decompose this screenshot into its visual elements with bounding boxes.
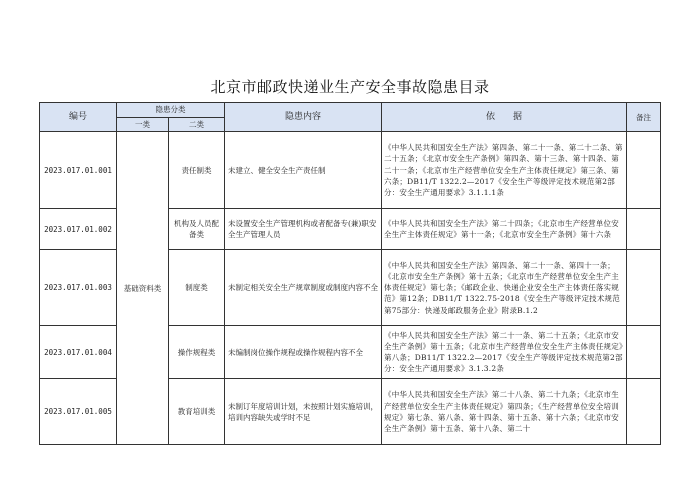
- header-basis: 依 据: [382, 103, 627, 132]
- page-title: 北京市邮政快递业生产安全事故隐患目录: [210, 78, 490, 96]
- row-basis: 《中华人民共和国安全生产法》第二十四条；《北京市生产经营单位安全生产主体责任规定》第十一条；《北京市安全生产条例》第十六条: [382, 209, 627, 250]
- header-code: 编号: [40, 103, 117, 132]
- table-row: [40, 132, 661, 209]
- row-code: 2023.017.01.003: [40, 250, 117, 326]
- row-cat2: 操作规程类: [169, 326, 225, 379]
- row-remark: [627, 209, 661, 250]
- row-remark: [627, 132, 661, 209]
- row-remark: [627, 379, 661, 445]
- row-cat2: 机构及人员配备类: [169, 209, 225, 250]
- row-cat2: 责任制类: [169, 132, 225, 209]
- row-code: 2023.017.01.001: [40, 132, 117, 209]
- header-hazard: 隐患内容: [225, 103, 382, 132]
- row-basis: 《中华人民共和国安全生产法》第四条、第二十一条、第二十二条、第二十五条；《北京市安全生产条例》第四条、第十三条、第十四条、第二十一条；《北京市生产经营单位安全生产主体责任规定》第三条、第六条；DB11/T 1322.2—2017《安全生产等级评定技术规范第2部分：安全生产通用要求》3.1.1.1条: [382, 132, 627, 209]
- category1-cell: 基础资料类: [117, 132, 169, 445]
- header-category: 隐患分类: [117, 103, 225, 118]
- row-hazard: 未制订年度培训计划，未按照计划实施培训，培训内容缺失或学时不足: [225, 379, 382, 445]
- row-hazard: 未编制岗位操作规程或操作规程内容不全: [225, 326, 382, 379]
- row-remark: [627, 326, 661, 379]
- row-hazard: 未建立、健全安全生产责任制: [225, 132, 382, 209]
- row-remark: [627, 250, 661, 326]
- header-cat1: 一类: [117, 118, 169, 132]
- hazard-table: [39, 102, 661, 445]
- row-code: 2023.017.01.002: [40, 209, 117, 250]
- row-cat2: 制度类: [169, 250, 225, 326]
- row-basis: 《中华人民共和国安全生产法》第二十一条、第二十五条；《北京市安全生产条例》第十五条；《北京市生产经营单位安全生产主体责任规定》第八条；DB11/T 1322.2—2017《安全生产等级评定技术规范第2部分：安全生产通用要求》3.1.3.2条: [382, 326, 627, 379]
- header-cat2: 二类: [169, 118, 225, 132]
- row-code: 2023.017.01.005: [40, 379, 117, 445]
- row-code: 2023.017.01.004: [40, 326, 117, 379]
- row-basis: 《中华人民共和国安全生产法》第二十八条、第二十九条；《北京市生产经营单位安全生产主体责任规定》第四条；《生产经营单位安全培训规定》第七条、第八条、第十四条、第十五条、第十六条；《北京市安全生产条例》第十五条、第十八条、第二十: [382, 379, 627, 445]
- row-hazard: 未设置安全生产管理机构或者配备专(兼)职安全生产管理人员: [225, 209, 382, 250]
- row-basis: 《中华人民共和国安全生产法》第四条、第二十一条、第四十一条；《北京市安全生产条例》第十五条；《北京市生产经营单位安全生产主体责任规定》第七条；《邮政企业、快递企业安全生产主体责任落实规范》第12条；DB11/T 1322.75-2018《安全生产等级评定技术规范 第75部分：快递及邮政服务企业》附录B.1.2: [382, 250, 627, 326]
- header-remark: 备注: [627, 103, 661, 132]
- row-hazard: 未制定相关安全生产规章制度或制度内容不全: [225, 250, 382, 326]
- row-cat2: 教育培训类: [169, 379, 225, 445]
